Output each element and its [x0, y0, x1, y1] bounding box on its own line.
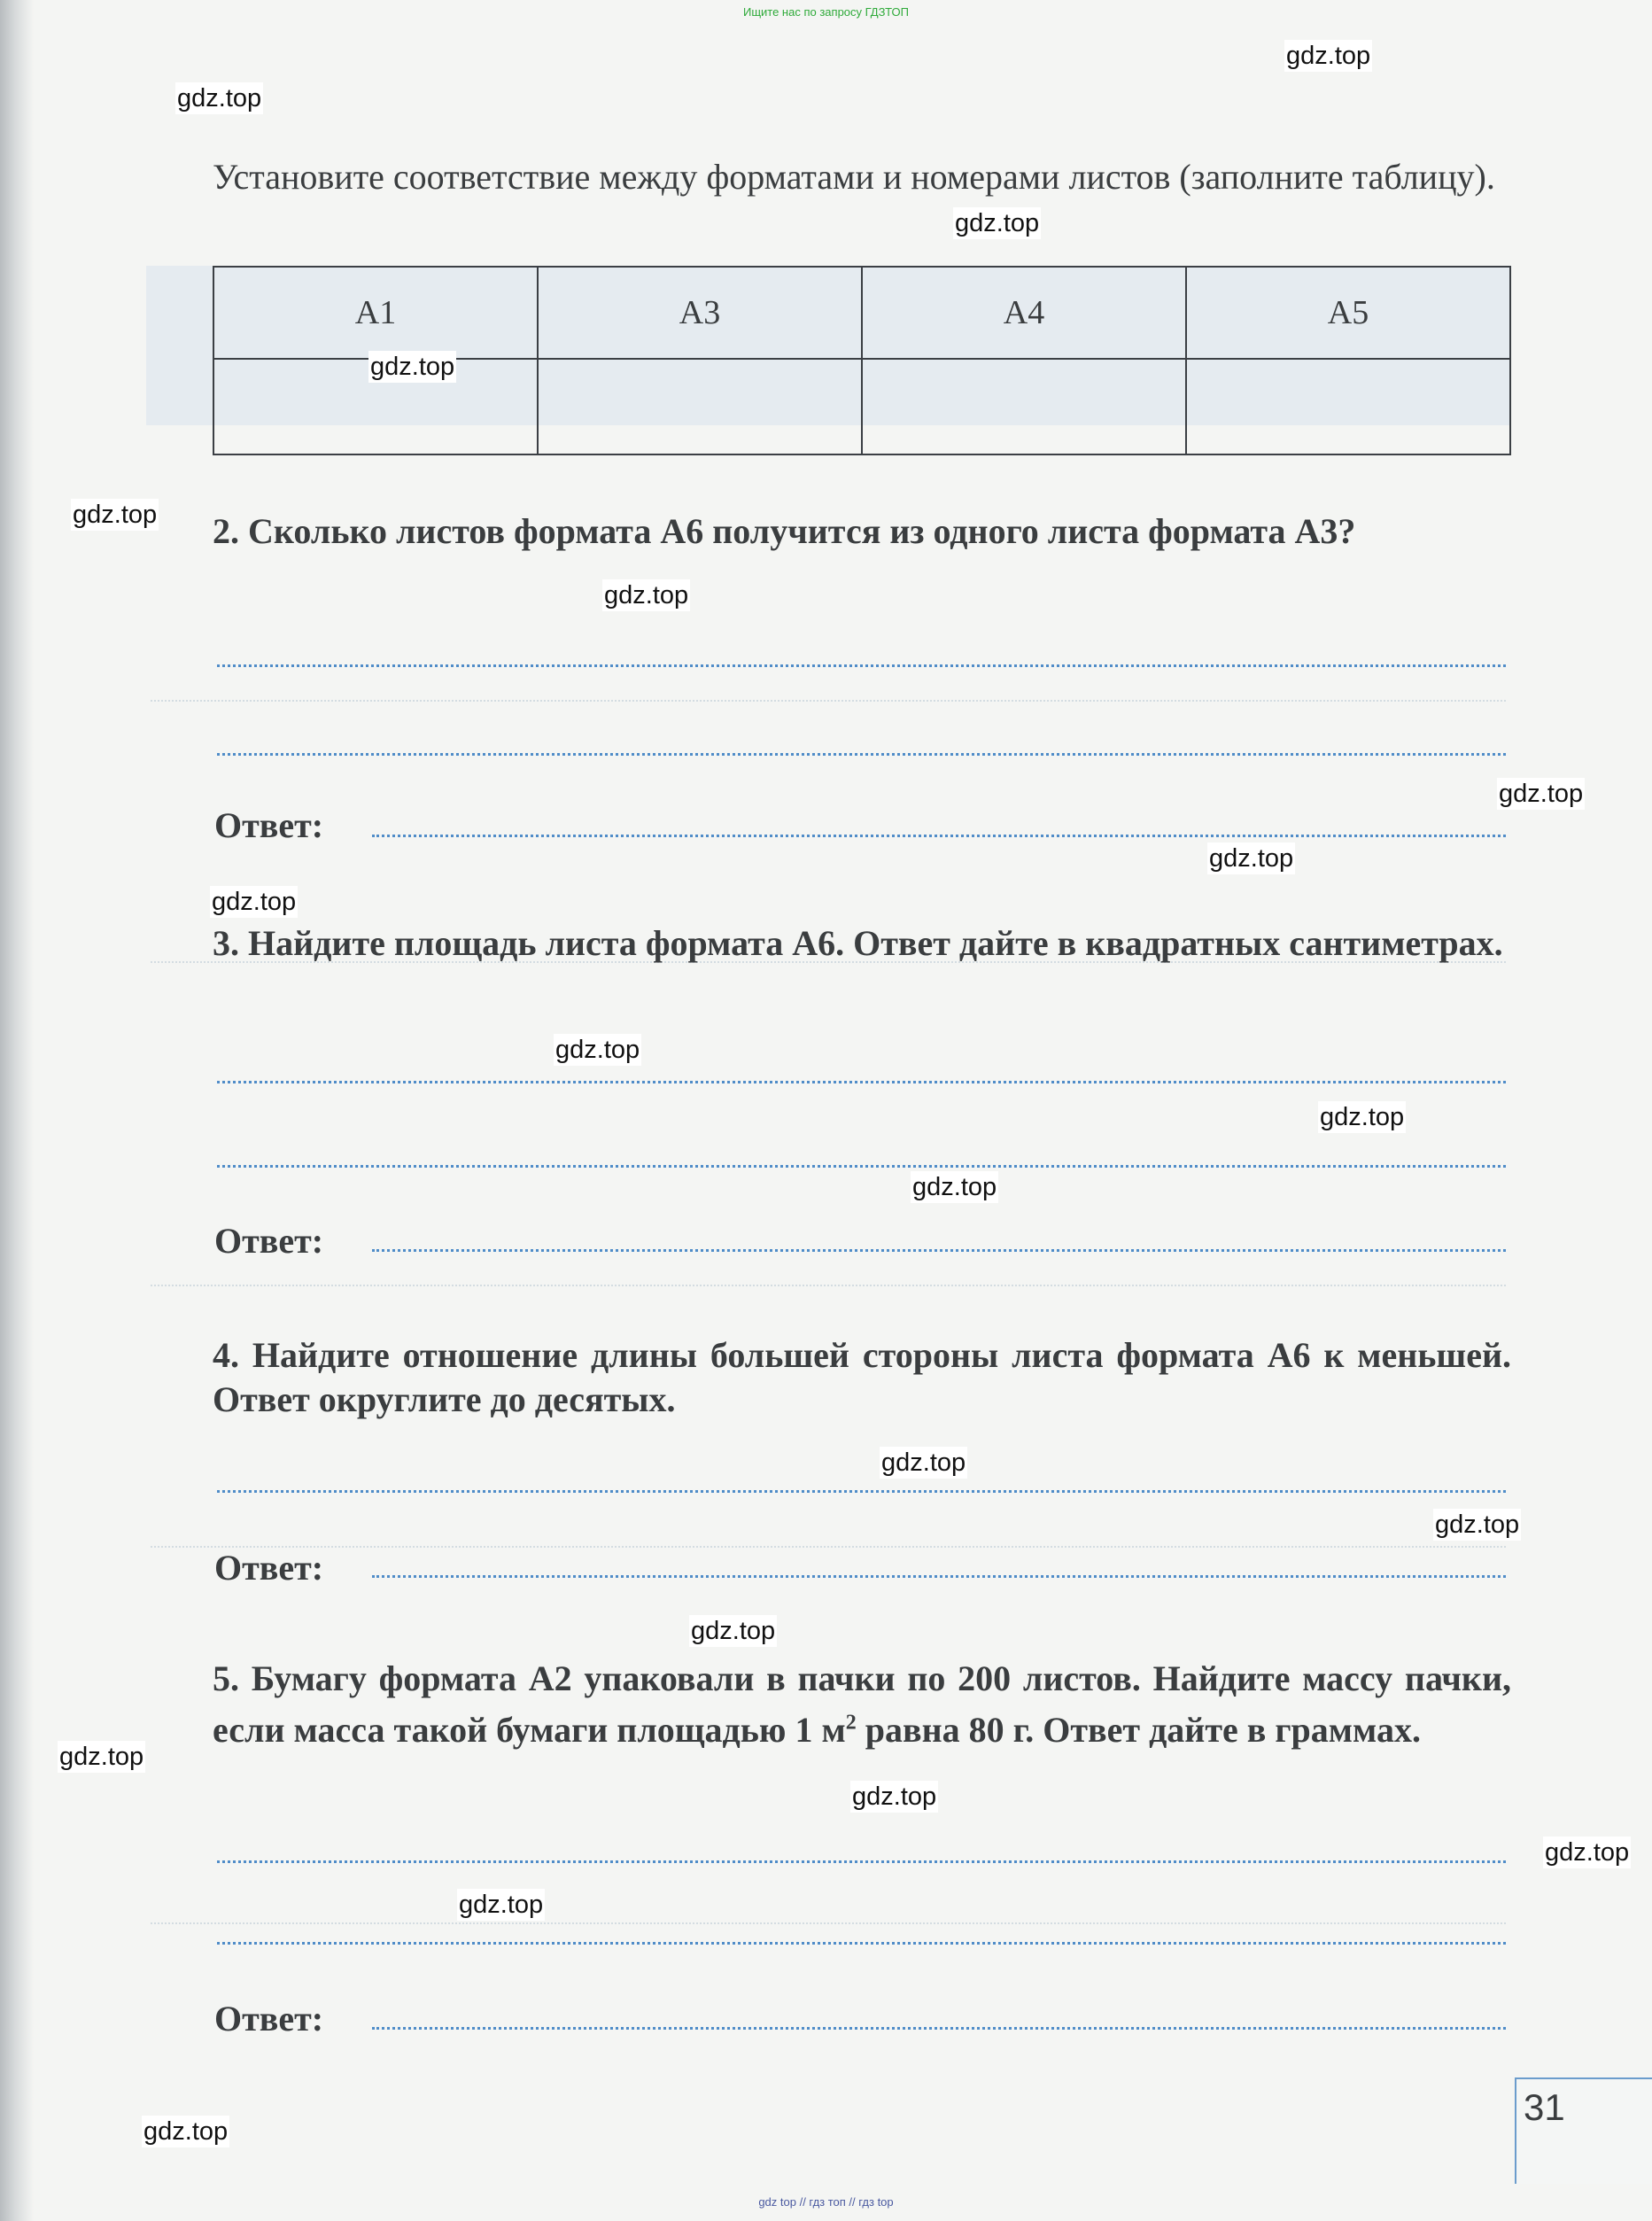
task-text: Сколько листов формата А6 получится из одного листа формата А3? [248, 511, 1356, 551]
answer-line[interactable] [217, 1860, 1506, 1863]
page-number: 31 [1524, 2086, 1565, 2128]
table-header-cell: A4 [862, 267, 1186, 359]
answer-line[interactable] [217, 664, 1506, 667]
intro-text: Установите соответствие между форматами и номерами листов (заполните таблицу). [213, 157, 1495, 197]
answer-line[interactable] [217, 1081, 1506, 1083]
answer-line[interactable] [372, 1575, 1506, 1578]
header-note: Ищите нас по запросу ГДЗТОП [742, 5, 909, 19]
watermark: gdz.top [1497, 778, 1585, 810]
page-binding-shadow [0, 0, 34, 2221]
bleed-through-line [151, 1922, 1506, 1924]
watermark: gdz.top [602, 579, 690, 611]
bleed-through-line [151, 1285, 1506, 1286]
watermark: gdz.top [953, 207, 1041, 239]
watermark: gdz.top [1284, 40, 1372, 72]
watermark: gdz.top [175, 82, 263, 114]
task-number: 4. [213, 1335, 239, 1375]
answer-label: Ответ: [214, 1221, 324, 1261]
table-answer-cell[interactable] [1186, 359, 1510, 454]
watermark: gdz.top [368, 351, 456, 383]
answer-line[interactable] [217, 1942, 1506, 1945]
superscript: 2 [845, 1712, 857, 1735]
table-header-cell: A1 [213, 267, 538, 359]
table-answer-cell[interactable] [862, 359, 1186, 454]
task-text: Бумагу формата А2 упаковали в пачки по 200 листов. Найдите массу пачки, если масса такой бумаги площадью 1 $м^2$ равна 80 г. Ответ дайте в граммах. [213, 1658, 1512, 1751]
watermark: gdz.top [1543, 1837, 1631, 1868]
watermark: gdz.top [210, 886, 298, 918]
answer-line[interactable] [217, 1165, 1506, 1168]
watermark: gdz.top [58, 1741, 145, 1773]
task-number: 2. [213, 511, 239, 551]
answer-line[interactable] [217, 753, 1506, 756]
table-header-cell: A5 [1186, 267, 1510, 359]
task-4 [213, 1333, 1511, 1422]
watermark: gdz.top [1207, 843, 1295, 874]
table-answer-cell[interactable] [538, 359, 862, 454]
watermark: gdz.top [911, 1171, 998, 1203]
task-text: Найдите площадь листа формата А6. Ответ дайте в квадратных сантиметрах. [248, 923, 1503, 963]
answer-line[interactable] [217, 1490, 1506, 1493]
table-header-cell: A3 [538, 267, 862, 359]
answer-line[interactable] [372, 1249, 1506, 1252]
answer-line[interactable] [372, 2027, 1506, 2030]
task-5 [213, 1657, 1511, 1752]
watermark: gdz.top [689, 1615, 777, 1647]
watermark: gdz.top [1318, 1101, 1406, 1133]
answer-line[interactable] [372, 835, 1506, 837]
task-3 [213, 921, 1511, 966]
bleed-through-line [151, 1546, 1506, 1548]
watermark: gdz.top [142, 2116, 229, 2147]
bleed-through-line [151, 700, 1506, 702]
answer-label: Ответ: [214, 805, 324, 845]
watermark: gdz.top [880, 1447, 967, 1479]
watermark: gdz.top [850, 1781, 938, 1813]
task-number: 5. [213, 1658, 239, 1698]
answer-label: Ответ: [214, 1548, 324, 1588]
task-number: 3. [213, 923, 239, 963]
watermark: gdz.top [457, 1889, 545, 1921]
watermark: gdz.top [554, 1034, 641, 1066]
task-2 [213, 509, 1511, 554]
watermark: gdz.top [1433, 1509, 1521, 1541]
answer-label: Ответ: [214, 1999, 324, 2039]
task-text: Найдите отношение длины большей стороны листа формата А6 к меньшей. Ответ округлите до десятых. [213, 1335, 1512, 1419]
watermark: gdz.top [71, 499, 159, 531]
footer-note: gdz top // гдз топ // гдз top [758, 2195, 894, 2209]
